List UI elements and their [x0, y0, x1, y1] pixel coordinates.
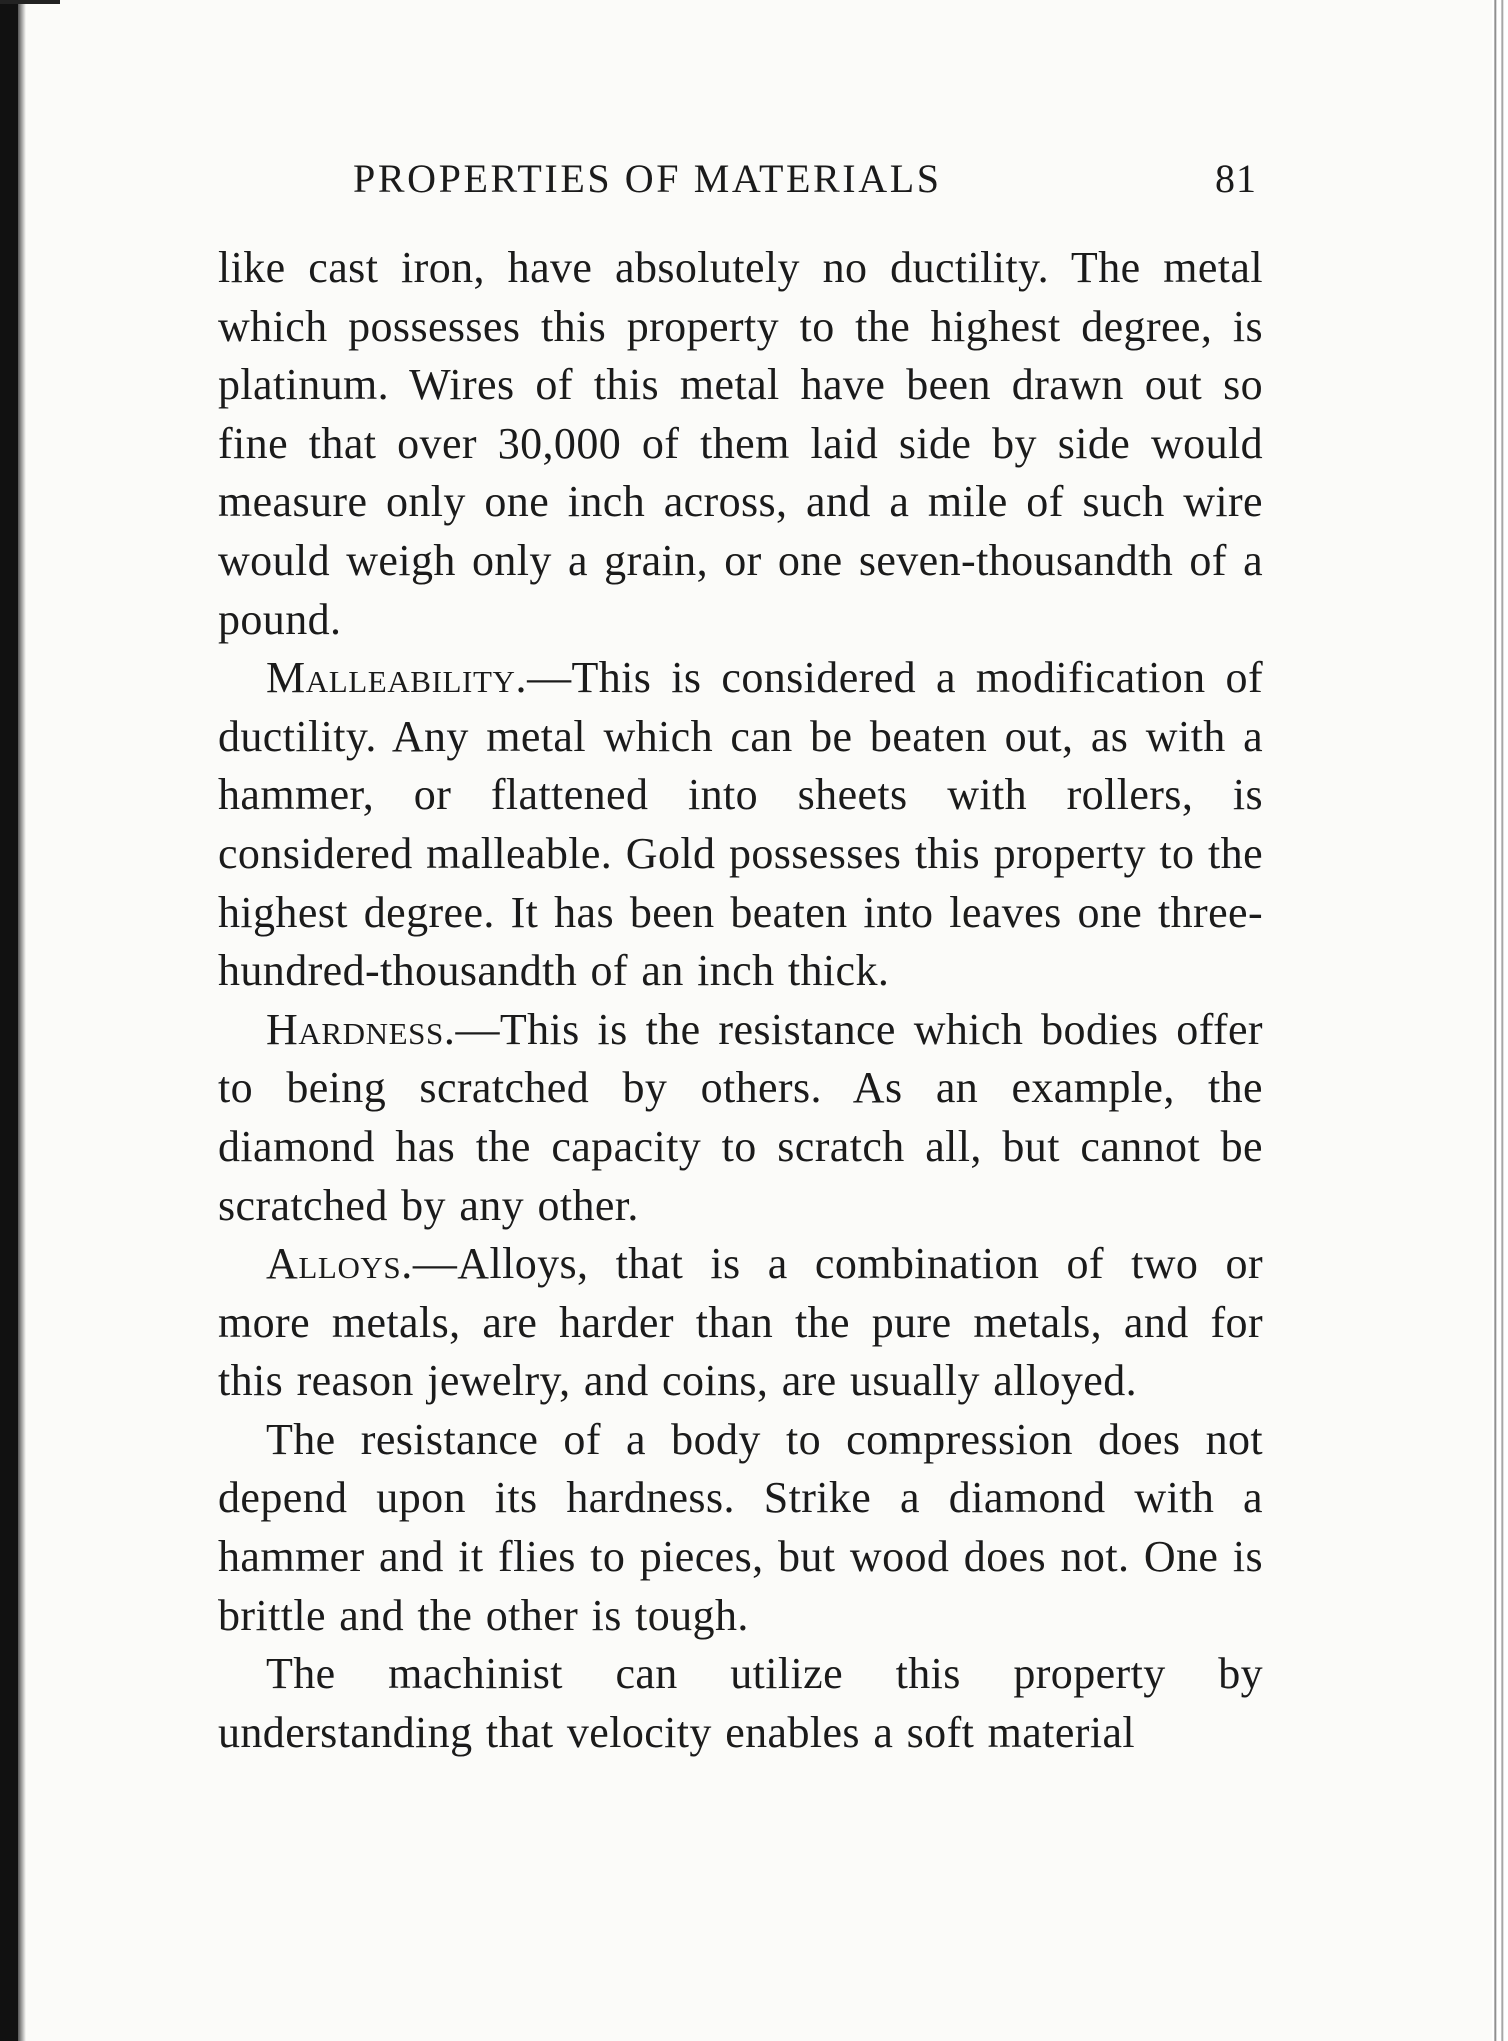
- book-page: [218, 155, 1263, 1762]
- paragraph-malleability: [218, 649, 1263, 1001]
- paragraph-hardness: [218, 1001, 1263, 1235]
- section-heading-hardness: Hardness.: [266, 1004, 456, 1054]
- paragraph-text: —This is the resistance which bodies offer to being scratched by others. As an example, the diamond has the capacity to scratch all, but cannot be scratched by any other.: [218, 1004, 1263, 1230]
- page-number: 81: [1215, 156, 1257, 201]
- paragraph-text: The resistance of a body to compression does not depend upon its hardness. Strike a diamond with a hammer and it flies to pieces, but wood does not. One is brittle and the other is tough.: [218, 1414, 1263, 1640]
- paragraph-alloys: [218, 1235, 1263, 1411]
- paragraph-text: The machinist can utilize this property by understanding that velocity enables a soft material: [218, 1649, 1263, 1757]
- paragraph-text: —This is considered a modification of ductility. Any metal which can be beaten out, as with a hammer, or flattened into sheets with rollers, is considered malleable. Gold possesses this property to the highest degree. It has been beaten into leaves one three-hundred-thousandth of an inch thick.: [218, 653, 1263, 996]
- paragraph-text: like cast iron, have absolutely no ductility. The metal which possesses this property to the highest degree, is platinum. Wires of this metal have been drawn out so fine that over 30,000 of them laid side by side would measure only one inch across, and a mile of such wire would weigh only a grain, or one seven-thousandth of a pound.: [218, 243, 1263, 644]
- section-heading-alloys: Alloys.: [266, 1239, 413, 1289]
- paragraph-machinist: [218, 1645, 1263, 1762]
- scan-page-edge-lines: [1492, 0, 1508, 2041]
- paragraph-ductility-continued: [218, 239, 1263, 649]
- scan-binding-shadow: [18, 0, 26, 2041]
- running-head-title: PROPERTIES OF MATERIALS: [353, 156, 942, 201]
- paragraph-compression: [218, 1411, 1263, 1645]
- section-heading-malleability: Malleability.: [266, 653, 528, 703]
- scan-binding-edge: [0, 0, 18, 2041]
- paragraph-text: —Alloys, that is a combination of two or more metals, are harder than the pure metals, and for this reason jewelry, and coins, are usually alloyed.: [218, 1239, 1263, 1406]
- running-header: [218, 155, 1263, 225]
- scan-corner-mark: [0, 0, 60, 4]
- body-text: [218, 239, 1263, 1762]
